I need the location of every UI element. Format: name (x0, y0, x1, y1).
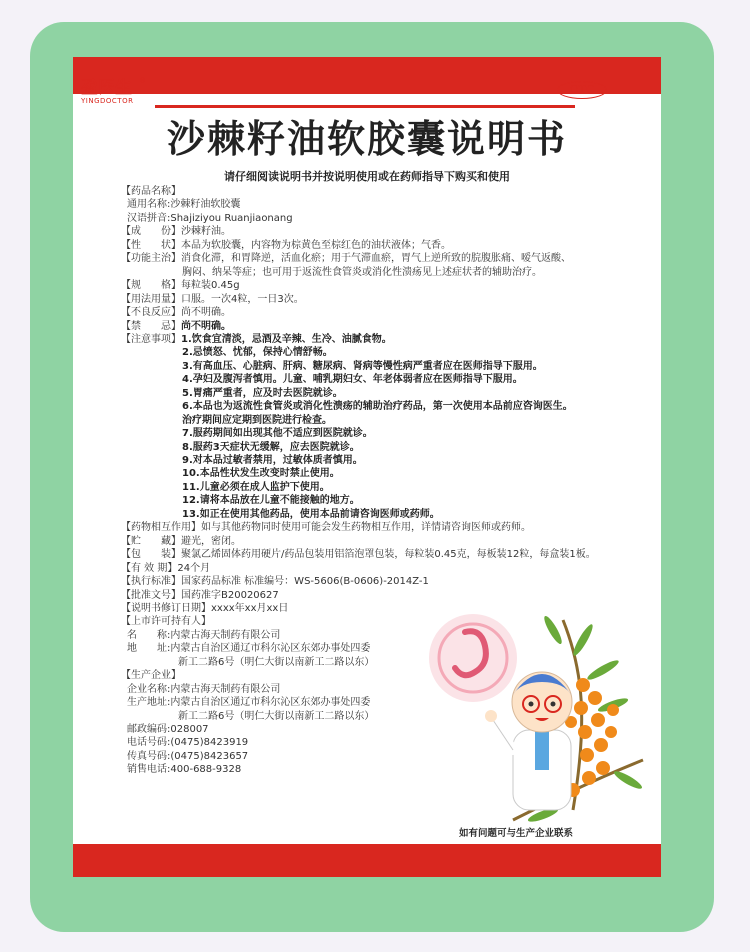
field-value: 如与其他药物同时使用可能会发生药物相互作用，详情请咨询医师或药师。 (201, 522, 531, 534)
leaflet-line (121, 642, 370, 655)
field-value: 国家药品标准 标准编号：WS-5606(B-0606)-2014Z-1 (181, 576, 429, 588)
field-value: 尚不明确。 (181, 320, 231, 332)
header-rule (155, 105, 575, 108)
leaflet-line (121, 320, 231, 333)
stomach-bubble (429, 614, 517, 702)
field-value: 每粒装0.45g (181, 280, 240, 292)
doctor-seabuckthorn-illustration (413, 610, 653, 835)
leaflet-line (121, 494, 360, 507)
leaflet-line (121, 225, 231, 238)
leaflet-sheet (73, 57, 661, 877)
field-label: 【性 状】 (121, 239, 181, 251)
leaflet-line (121, 683, 280, 696)
leaflet-line (121, 467, 340, 480)
leaflet-line (121, 575, 429, 588)
leaflet-line (121, 750, 248, 763)
field-value: 3.有高血压、心脏病、肝病、糖尿病、肾病等慢性病严重者应在医师指导下服用。 (182, 360, 543, 372)
field-label: 【规 格】 (121, 280, 181, 292)
field-value: 消食化滞，和胃降逆，活血化瘀；用于气滞血瘀，胃气上逆所致的脘腹胀痛、嗳气返酸、 (181, 253, 571, 265)
field-value: 11.儿童必须在成人监护下使用。 (182, 481, 330, 493)
leaflet-line (121, 266, 542, 279)
leaflet-line (121, 696, 370, 709)
leaflet-line (121, 548, 596, 561)
field-value: 沙棘籽油软胶囊 (170, 199, 241, 211)
bottom-red-bar (73, 844, 661, 877)
brand-name-en: YINGDOCTOR (81, 97, 134, 105)
leaflet-line (121, 763, 241, 776)
brand-name: 盈医生 (81, 78, 132, 98)
field-value: 内蒙古自治区通辽市科尔沁区东郊办事处四委 (170, 697, 371, 709)
field-value: 24个月 (177, 562, 211, 574)
field-value: 6.本品也为返流性食管炎或消化性溃疡的辅助治疗药品，第一次使用本品前应咨询医生。 (182, 401, 573, 413)
leaflet-line (121, 535, 241, 548)
field-value: 12.请将本品放在儿童不能接触的地方。 (182, 495, 360, 507)
field-value: 5.胃痛严重者，应及时去医院就诊。 (182, 387, 343, 399)
leaflet-line (121, 212, 293, 225)
leaflet-line (121, 185, 181, 198)
field-label: 【上市许可持有人】 (121, 616, 211, 628)
field-label: 【贮 藏】 (121, 535, 181, 547)
leaflet-line (121, 562, 210, 575)
field-value: 沙棘籽油。 (181, 226, 231, 238)
field-label: 传真号码: (127, 750, 171, 762)
leaflet-line (121, 723, 209, 736)
field-label: 【成 份】 (121, 226, 181, 238)
field-value: 4.孕妇及腹泻者慎用。儿童、哺乳期妇女、年老体弱者应在医师指导下服用。 (182, 374, 523, 386)
field-value: 口服。一次4粒，一日3次。 (181, 293, 304, 305)
leaflet-line (121, 293, 304, 306)
field-label: 邮政编码: (127, 724, 171, 735)
field-value: 13.如正在使用其他药品，使用本品前请咨询医师或药师。 (182, 508, 440, 520)
leaflet-line (121, 198, 240, 211)
field-value: 治疗期间应定期到医院进行检查。 (182, 414, 332, 426)
field-value: 新工二路6号（明仁大街以南新工二路以东） (178, 710, 375, 722)
field-label: 【功能主治】 (121, 253, 181, 265)
field-label: 【药物相互作用】 (121, 522, 201, 534)
leaflet-line (121, 710, 374, 723)
field-value: (0475)8423919 (170, 737, 249, 749)
leaflet-line (121, 669, 181, 682)
page-subtitle: 请仔细阅读说明书并按说明使用或在药师指导下购买和使用 (224, 170, 510, 183)
field-label: 生产地址: (127, 697, 171, 709)
field-label: 【注意事项】 (121, 333, 181, 345)
leaflet-line (121, 400, 573, 413)
field-label: 通用名称: (127, 199, 171, 211)
field-value: 2.忌愤怒、忧郁，保持心情舒畅。 (182, 347, 333, 359)
leaflet-line (121, 279, 240, 292)
field-label: 地 址: (127, 643, 171, 655)
leaflet-line (121, 387, 343, 400)
field-value: 1.饮食宜清淡，忌酒及辛辣、生冷、油腻食物。 (181, 333, 392, 345)
leaflet-line (121, 508, 440, 521)
field-value: 内蒙古海天制药有限公司 (170, 629, 281, 641)
field-label: 【说明书修订日期】 (121, 602, 211, 614)
brand-logo (81, 79, 161, 106)
field-value: 尚不明确。 (181, 307, 231, 319)
field-label: 【禁 忌】 (121, 320, 181, 332)
field-value: 本品为软胶囊，内容物为棕黄色至棕红色的油状液体；气香。 (181, 239, 451, 251)
leaflet-line (121, 602, 288, 615)
field-label: 【用法用量】 (121, 293, 181, 305)
otc-badge: OTC (557, 81, 607, 99)
field-label: 销售电话: (127, 764, 171, 776)
page-title: 沙棘籽油软胶囊说明书 (166, 117, 567, 161)
contact-note: 如有问题可与生产企业联系 (459, 828, 574, 839)
field-value: xxxx年xx月xx日 (211, 602, 289, 614)
field-value: 避光，密闭。 (181, 535, 241, 547)
field-value: 国药准字B20020627 (181, 589, 279, 601)
field-label: 企业名称: (127, 683, 171, 695)
leaflet-line (121, 629, 280, 642)
field-value: Shajiziyou Ruanjiaonang (170, 212, 293, 224)
leaflet-line (121, 427, 373, 440)
leaflet-line (121, 454, 363, 467)
leaflet-line (121, 615, 211, 628)
field-value: 400-688-9328 (170, 764, 242, 776)
leaflet-line (121, 373, 523, 386)
field-value: 新工二路6号（明仁大街以南新工二路以东） (178, 656, 375, 668)
field-label: 【药品名称】 (121, 186, 181, 197)
field-label: 【不良反应】 (121, 307, 181, 319)
leaflet-line (121, 346, 333, 359)
field-value: 内蒙古自治区通辽市科尔沁区东郊办事处四委 (170, 643, 371, 655)
field-label: 【有 效 期】 (121, 562, 178, 574)
leaflet-line (121, 360, 543, 373)
field-value: 10.本品性状发生改变时禁止使用。 (182, 468, 340, 480)
leaflet-line (121, 306, 231, 319)
leaflet-line (121, 414, 332, 427)
leaflet-line (121, 239, 451, 252)
leaflet-line (121, 441, 360, 454)
leaflet-line (121, 521, 531, 534)
field-value: (0475)8423657 (170, 750, 249, 762)
field-label: 【执行标准】 (121, 576, 181, 588)
field-label: 【生产企业】 (121, 670, 181, 682)
field-value: 聚氯乙烯固体药用硬片/药品包装用铝箔泡罩包装，每粒装0.45克，每板装12粒，每盒装1板。 (181, 549, 596, 561)
leaflet-line (121, 736, 248, 749)
field-value: 内蒙古海天制药有限公司 (170, 683, 281, 695)
leaflet-line (121, 252, 571, 265)
field-value: 7.服药期间如出现其他不适应到医院就诊。 (182, 428, 373, 440)
field-label: 名 称: (127, 629, 171, 641)
leaflet-line (121, 481, 330, 494)
field-value: 9.对本品过敏者禁用，过敏体质者慎用。 (182, 455, 363, 466)
field-value: 8.服药3天症状无缓解，应去医院就诊。 (182, 441, 360, 453)
field-value: 胸闷、纳呆等症；也可用于返流性食管炎或消化性溃疡见上述症状者的辅助治疗。 (182, 266, 542, 278)
field-label: 汉语拼音: (127, 212, 171, 224)
field-label: 【批准文号】 (121, 589, 181, 601)
registered-mark: ® (139, 77, 146, 85)
leaflet-line (121, 589, 279, 602)
field-label: 电话号码: (127, 737, 171, 749)
leaflet-line (121, 656, 374, 669)
field-label: 【包 装】 (121, 549, 181, 561)
leaflet-line (121, 333, 392, 346)
field-value: 028007 (170, 724, 209, 735)
